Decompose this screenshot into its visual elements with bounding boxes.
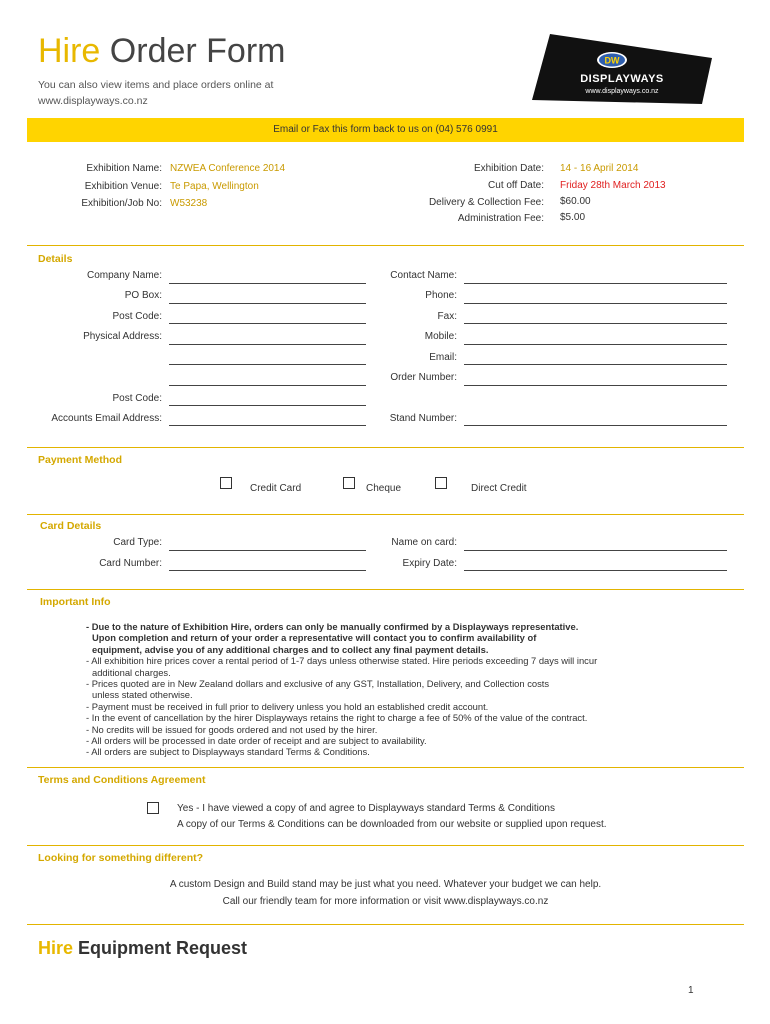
different-title: Looking for something different? (38, 852, 204, 864)
cheque-option-label: Cheque (366, 483, 402, 494)
name-on-card-field[interactable] (464, 550, 727, 551)
post-code-label: Post Code: (112, 311, 162, 322)
exhibition-name-value: NZWEA Conference 2014 (170, 163, 286, 174)
important-info-list (86, 621, 726, 758)
terms-divider (27, 767, 744, 768)
different-divider (27, 845, 744, 846)
logo-brand: DISPLAYWAYS (580, 73, 664, 85)
admin-fee-label: Administration Fee: (457, 213, 544, 224)
accounts-email-field[interactable] (169, 425, 366, 426)
info-line: - Due to the nature of Exhibition Hire, orders can only be manually confirmed by a Displayways representative. (86, 621, 579, 632)
physical-address-field-2[interactable] (169, 364, 366, 365)
physical-address-label: Physical Address: (83, 331, 162, 342)
info-line: - No credits will be issued for goods ordered and not used by the hirer. (86, 723, 378, 735)
page-title (38, 32, 285, 71)
phone-label: Phone: (425, 290, 457, 301)
delivery-fee-label: Delivery & Collection Fee: (428, 197, 544, 208)
cutoff-date-label: Cut off Date: (488, 180, 544, 191)
cutoff-date-value: Friday 28th March 2013 (560, 180, 666, 191)
info-line: unless stated otherwise. (92, 689, 193, 701)
terms-title: Terms and Conditions Agreement (38, 774, 206, 786)
card-divider (27, 514, 744, 515)
subtitle-line1: You can also view items and place orders online at (38, 79, 274, 91)
info-line: - All orders are subject to Displayways standard Terms & Conditions. (86, 746, 370, 758)
info-line: - All orders will be processed in date order of receipt and are subject to availability. (86, 735, 427, 747)
info-line: additional charges. (92, 666, 171, 678)
cheque-checkbox[interactable] (343, 477, 355, 489)
post-code-2-field[interactable] (169, 405, 366, 406)
delivery-fee-value: $60.00 (560, 196, 591, 207)
company-name-label: Company Name: (86, 270, 162, 281)
credit-card-checkbox[interactable] (220, 477, 232, 489)
contact-team-text: Call our friendly team for more information or visit www.displayways.co.nz (222, 896, 549, 907)
logo-badge: DW (604, 55, 620, 66)
info-line: equipment, advise you of any additional charges and to collect any final payment details. (92, 643, 489, 655)
info-line: - In the event of cancellation by the hirer Displayways retains the right to charge a fee of 50% of the value of the contract. (86, 712, 588, 724)
details-title: Details (38, 253, 73, 265)
title-rest: Order Form (109, 32, 286, 70)
name-on-card-label: Name on card: (391, 537, 457, 548)
card-type-label: Card Type: (113, 537, 162, 548)
exhibition-name-label: Exhibition Name: (86, 163, 162, 174)
admin-fee-value: $5.00 (560, 212, 586, 223)
equipment-divider (27, 924, 744, 925)
card-number-label: Card Number: (99, 558, 162, 569)
terms-download-text: A copy of our Terms & Conditions can be downloaded from our website or supplied upon request. (177, 819, 607, 830)
fax-field[interactable] (464, 323, 727, 324)
accounts-email-label: Accounts Email Address: (51, 413, 162, 424)
direct-credit-checkbox[interactable] (435, 477, 447, 489)
credit-card-option-label: Credit Card (250, 483, 302, 494)
info-line: Upon completion and return of your order a representative will contact you to confirm availability of (92, 632, 537, 644)
card-details-title: Card Details (40, 520, 102, 532)
displayways-logo (532, 34, 712, 104)
email-fax-banner: Email or Fax this form back to us on (04) 576 0991 (27, 118, 744, 142)
payment-divider (27, 447, 744, 448)
expiry-date-label: Expiry Date: (402, 558, 457, 569)
contact-name-label: Contact Name: (390, 270, 457, 281)
post-code-2-label: Post Code: (112, 393, 162, 404)
mobile-label: Mobile: (424, 331, 457, 342)
fax-label: Fax: (437, 311, 457, 322)
physical-address-field-1[interactable] (169, 344, 366, 345)
exhibition-date-value: 14 - 16 April 2014 (560, 163, 639, 174)
job-number-value: W53238 (170, 198, 208, 209)
po-box-label: PO Box: (124, 290, 162, 301)
info-line: - All exhibition hire prices cover a rental period of 1-7 days unless otherwise stated. Hire periods exceeding 7 days will incur (86, 655, 598, 667)
order-number-field[interactable] (464, 385, 727, 386)
stand-number-field[interactable] (464, 425, 727, 426)
title-highlight: Hire (38, 32, 101, 70)
stand-number-label: Stand Number: (389, 413, 457, 424)
equipment-request-title (38, 938, 247, 959)
exhibition-venue-label: Exhibition Venue: (84, 181, 162, 192)
email-field[interactable] (464, 364, 727, 365)
job-number-label: Exhibition/Job No: (81, 198, 162, 209)
subtitle-line2: www.displayways.co.nz (38, 95, 148, 107)
mobile-field[interactable] (464, 344, 727, 345)
info-line: - Payment must be received in full prior to delivery unless you hold an established credit account. (86, 700, 489, 712)
terms-agree-text: Yes - I have viewed a copy of and agree to Displayways standard Terms & Conditions (177, 803, 555, 814)
page-number: 1 (688, 985, 694, 996)
info-line: - Prices quoted are in New Zealand dollars and exclusive of any GST, Installation, Delivery, and Collection costs (86, 678, 550, 690)
payment-method-title: Payment Method (38, 454, 123, 466)
important-divider (27, 589, 744, 590)
important-info-title: Important Info (40, 596, 111, 608)
post-code-field[interactable] (169, 323, 366, 324)
expiry-date-field[interactable] (464, 570, 727, 571)
card-number-field[interactable] (169, 570, 366, 571)
equipment-title-highlight: Hire (38, 938, 74, 958)
custom-design-text: A custom Design and Build stand may be just what you need. Whatever your budget we can help. (169, 879, 602, 890)
phone-field[interactable] (464, 303, 727, 304)
order-number-label: Order Number: (390, 372, 457, 383)
company-name-field[interactable] (169, 283, 366, 284)
card-type-field[interactable] (169, 550, 366, 551)
equipment-title-rest: Equipment Request (78, 938, 248, 958)
terms-agree-checkbox[interactable] (147, 802, 159, 814)
details-divider (27, 245, 744, 246)
exhibition-date-label: Exhibition Date: (473, 163, 544, 174)
contact-name-field[interactable] (464, 283, 727, 284)
direct-credit-option-label: Direct Credit (471, 483, 527, 494)
po-box-field[interactable] (169, 303, 366, 304)
email-label: Email: (429, 352, 457, 363)
physical-address-field-3[interactable] (169, 385, 366, 386)
logo-url: www.displayways.co.nz (585, 88, 659, 95)
exhibition-venue-value: Te Papa, Wellington (170, 181, 259, 192)
